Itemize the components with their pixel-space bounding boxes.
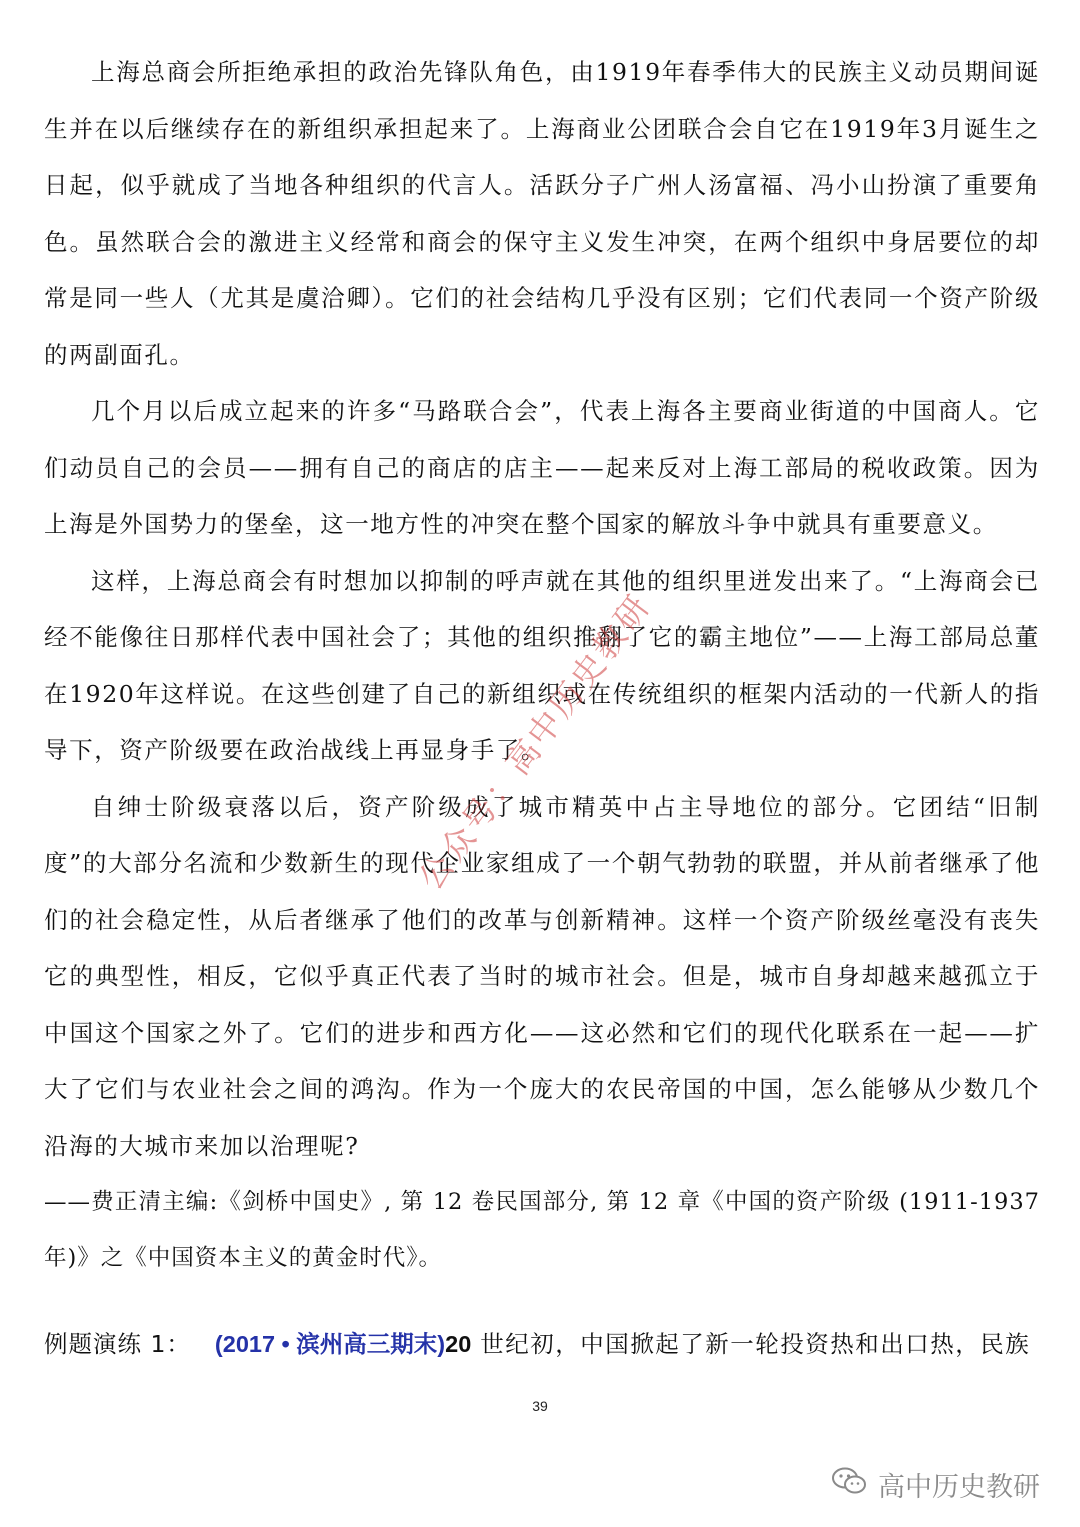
exercise-number: 20 (445, 1331, 472, 1357)
brand-footer (832, 1464, 1040, 1504)
exercise-line (44, 1316, 1044, 1372)
watermark: 公众号：高中历史教研 (410, 586, 659, 898)
paragraph-4: 自绅士阶级衰落以后，资产阶级成了城市精英中占主导地位的部分。它团结“旧制度”的大部分名流和少数新生的现代企业家组成了一个朝气勃勃的联盟，并从前者继承了他们的社会稳定性，从后者继承了他们的改革与创新精神。这样一个资产阶级丝毫没有丧失它的典型性，相反，它似乎真正代表了当时的城市社会。但是，城市自身却越来越孤立于中国这个国家之外了。它们的进步和西方化——这必然和它们的现代化联系在一起——扩大了它们与农业社会之间的鸿沟。作为一个庞大的农民帝国的中国，怎么能够从少数几个沿海的大城市来加以治理呢? (44, 792, 1040, 1160)
document-body (44, 44, 1040, 1286)
paragraph-2: 几个月以后成立起来的许多“马路联合会”，代表上海各主要商业街道的中国商人。它们动员自己的会员——拥有自己的商店的店主——起来反对上海工部局的税收政策。因为上海是外国势力的堡垒，这一地方性的冲突在整个国家的解放斗争中就具有重要意义。 (44, 397, 1040, 538)
page-number: 39 (532, 1398, 548, 1414)
exercise-text: 世纪初，中国掀起了新一轮投资热和出口热，民族 (471, 1330, 1031, 1358)
paragraph-1: 上海总商会所拒绝承担的政治先锋队角色，由1919年春季伟大的民族主义动员期间诞生并在以后继续存在的新组织承担起来了。上海商业公团联合会自它在1919年3月诞生之日起，似乎就成了当地各种组织的代言人。活跃分子广州人汤富福、冯小山扮演了重要角色。虽然联合会的激进主义经常和商会的保守主义发生冲突，在两个组织中身居要位的却常是同一些人（尤其是虞洽卿）。它们的社会结构几乎没有区别；它们代表同一个资产阶级的两副面孔。 (44, 58, 1040, 369)
brand-name: 高中历史教研 (878, 1471, 1040, 1503)
source-citation: ——费正清主编:《剑桥中国史》, 第 12 卷民国部分, 第 12 章《中国的资产阶级 (1911-1937年)》之《中国资本主义的黄金时代》。 (44, 1189, 1040, 1271)
exercise-label: 例题演练 1： (44, 1330, 191, 1358)
exercise-source: (2017 • 滨州高三期末) (214, 1331, 446, 1357)
wechat-icon (832, 1467, 878, 1502)
paragraph-3: 这样，上海总商会有时想加以抑制的呼声就在其他的组织里迸发出来了。“上海商会已经不能像往日那样代表中国社会了；其他的组织推翻了它的霸主地位”——上海工部局总董在1920年这样说。在这些创建了自己的新组织或在传统组织的框架内活动的一代新人的指导下，资产阶级要在政治战线上再显身手了。 (44, 566, 1040, 764)
